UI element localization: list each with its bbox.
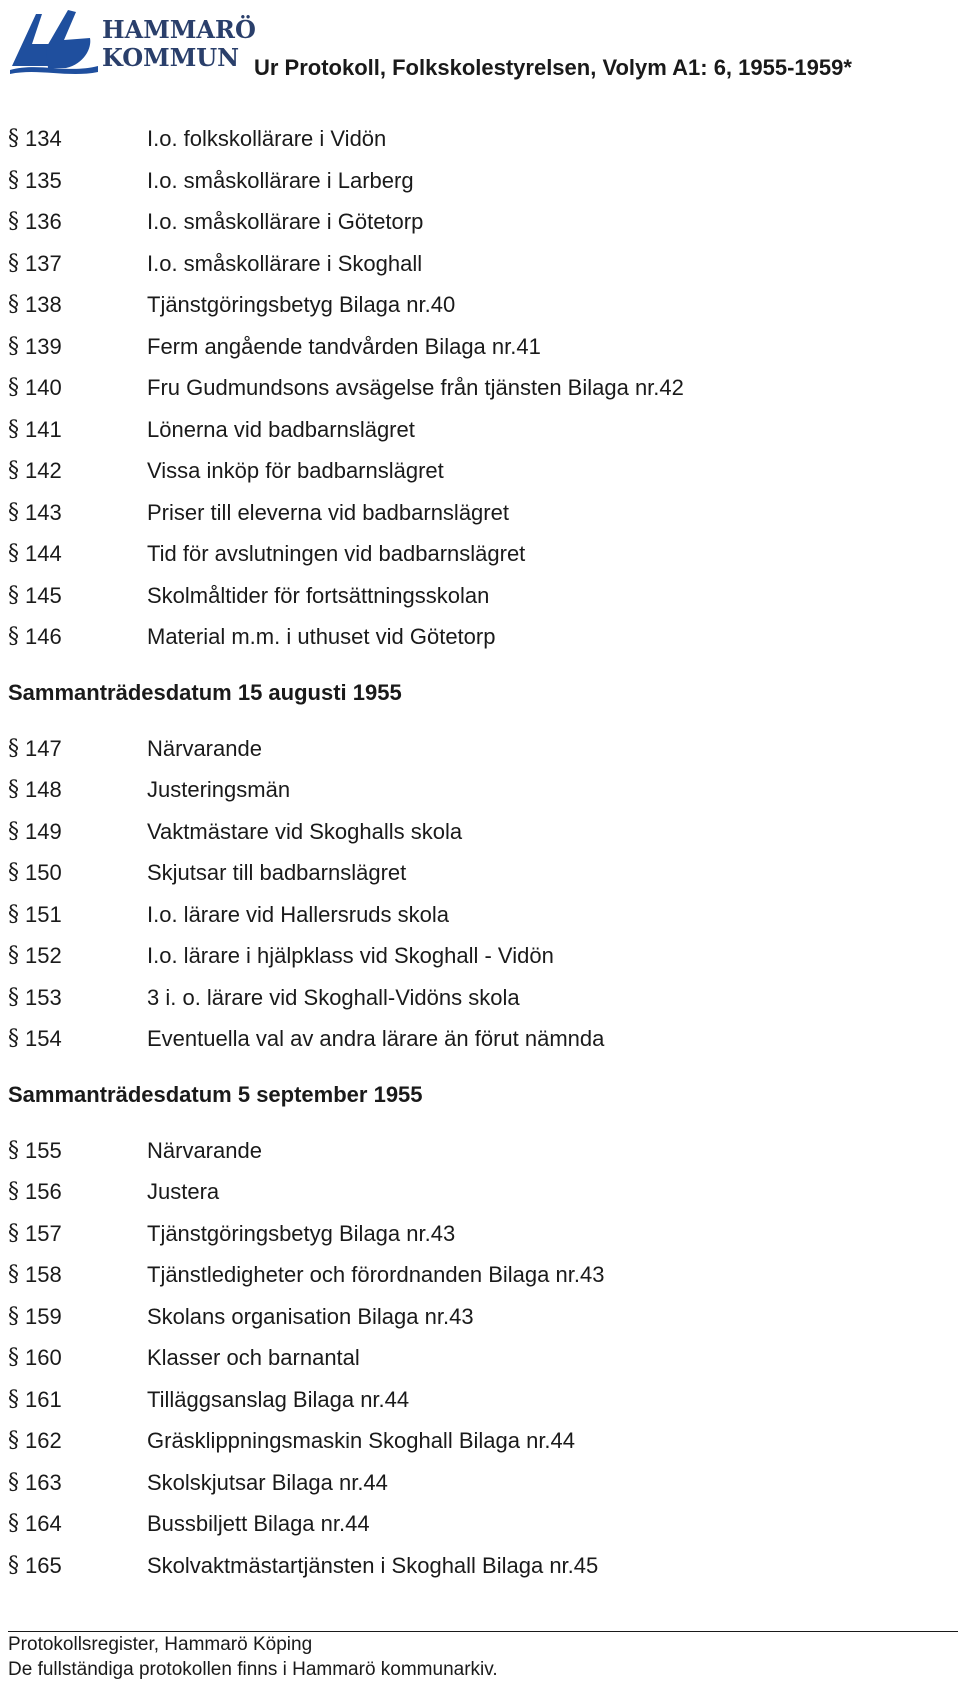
protocol-register — [8, 118, 948, 1586]
paragraph-number: 146 — [25, 624, 62, 649]
paragraph-entry — [8, 243, 948, 285]
paragraph-entry — [8, 492, 948, 534]
paragraph-number: 152 — [25, 943, 62, 968]
paragraph-entry — [8, 575, 948, 617]
paragraph-entry — [8, 118, 948, 160]
paragraph-number: 136 — [25, 209, 62, 234]
paragraph-number: 144 — [25, 541, 62, 566]
paragraph-entry — [8, 1213, 948, 1255]
paragraph-number: 134 — [25, 126, 62, 151]
paragraph-entry — [8, 1337, 948, 1379]
paragraph-number: 143 — [25, 499, 62, 525]
paragraph-entry — [8, 1130, 948, 1172]
section-sign-icon: § — [8, 582, 19, 608]
paragraph-number: 153 — [25, 984, 62, 1010]
paragraph-number: 135 — [25, 167, 62, 193]
section-sign-icon: § — [8, 209, 19, 234]
paragraph-number: 151 — [25, 901, 62, 927]
paragraph-title: Justeringsmän — [147, 777, 291, 802]
section-sign-icon: § — [8, 1179, 19, 1204]
paragraph-number: 161 — [25, 1386, 62, 1412]
section-sign-icon: § — [8, 984, 19, 1010]
paragraph-title: Tjänstledigheter och förordnanden Bilaga nr.43 — [147, 1262, 605, 1287]
paragraph-number: 138 — [25, 292, 62, 317]
paragraph-number: 142 — [25, 458, 62, 483]
page-footer — [8, 1631, 958, 1682]
section-sign-icon: § — [8, 458, 19, 483]
paragraph-entry — [8, 894, 948, 936]
paragraph-title: Tjänstgöringsbetyg Bilaga nr.40 — [147, 292, 456, 317]
paragraph-list-group-2 — [8, 728, 948, 1060]
paragraph-title: I.o. småskollärare i Skoghall — [147, 250, 423, 276]
paragraph-title: Eventuella val av andra lärare än förut nämnda — [147, 1026, 605, 1051]
paragraph-title: I.o. småskollärare i Götetorp — [147, 209, 424, 234]
paragraph-entry — [8, 1462, 948, 1504]
paragraph-title: I.o. lärare i hjälpklass vid Skoghall - Vidön — [147, 943, 554, 968]
paragraph-number: 140 — [25, 375, 62, 400]
section-sign-icon: § — [8, 860, 19, 885]
paragraph-entry — [8, 201, 948, 243]
paragraph-number: 137 — [25, 250, 62, 276]
paragraph-title: Material m.m. i uthuset vid Götetorp — [147, 624, 496, 649]
paragraph-number: 150 — [25, 860, 62, 885]
paragraph-entry — [8, 1545, 948, 1587]
paragraph-title: Justera — [147, 1179, 220, 1204]
page-title: Ur Protokoll, Folkskolestyrelsen, Volym A1: 6, 1955-1959* — [254, 55, 852, 80]
paragraph-title: I.o. lärare vid Hallersruds skola — [147, 901, 450, 927]
paragraph-number: 165 — [25, 1552, 62, 1578]
section-sign-icon: § — [8, 499, 19, 525]
paragraph-title: Bussbiljett Bilaga nr.44 — [147, 1511, 370, 1536]
paragraph-title: Fru Gudmundsons avsägelse från tjänsten Bilaga nr.42 — [147, 375, 684, 400]
paragraph-title: Klasser och barnantal — [147, 1345, 360, 1370]
section-sign-icon: § — [8, 1026, 19, 1051]
paragraph-entry — [8, 1254, 948, 1296]
paragraph-entry — [8, 409, 948, 451]
section-sign-icon: § — [8, 1345, 19, 1370]
paragraph-number: 158 — [25, 1262, 62, 1287]
meeting-date-heading-1: Sammanträdesdatum 15 augusti 1955 — [8, 679, 402, 705]
meeting-date-heading-2: Sammanträdesdatum 5 september 1955 — [8, 1081, 423, 1107]
paragraph-number: 160 — [25, 1345, 62, 1370]
section-sign-icon: § — [8, 250, 19, 276]
paragraph-number: 145 — [25, 582, 62, 608]
section-sign-icon: § — [8, 375, 19, 400]
paragraph-number: 139 — [25, 333, 62, 359]
paragraph-entry — [8, 977, 948, 1019]
section-sign-icon: § — [8, 777, 19, 802]
paragraph-list-group-1 — [8, 118, 948, 658]
section-sign-icon: § — [8, 1552, 19, 1578]
logo-text-line2: KOMMUN — [102, 43, 240, 72]
paragraph-number: 164 — [25, 1511, 62, 1536]
paragraph-entry — [8, 533, 948, 575]
section-sign-icon: § — [8, 292, 19, 317]
paragraph-title: Skolans organisation Bilaga nr.43 — [147, 1303, 474, 1329]
paragraph-title: Närvarande — [147, 735, 262, 761]
paragraph-title: Vissa inköp för badbarnslägret — [147, 458, 444, 483]
paragraph-title: I.o. folkskollärare i Vidön — [147, 126, 387, 151]
paragraph-entry — [8, 1379, 948, 1421]
paragraph-title: I.o. småskollärare i Larberg — [147, 167, 414, 193]
paragraph-title: Tilläggsanslag Bilaga nr.44 — [147, 1386, 410, 1412]
section-sign-icon: § — [8, 624, 19, 649]
section-sign-icon: § — [8, 167, 19, 193]
section-sign-icon: § — [8, 333, 19, 359]
paragraph-entry — [8, 160, 948, 202]
paragraph-title: Skolmåltider för fortsättningsskolan — [147, 582, 490, 608]
paragraph-title: Ferm angående tandvården Bilaga nr.41 — [147, 333, 541, 359]
paragraph-title: Tid för avslutningen vid badbarnslägret — [147, 541, 526, 566]
footer-line-2: De fullständiga protokollen finns i Hammarö kommunarkiv. — [8, 1659, 498, 1680]
paragraph-title: Närvarande — [147, 1137, 262, 1163]
paragraph-title: Tjänstgöringsbetyg Bilaga nr.43 — [147, 1220, 456, 1246]
paragraph-title: Skolskjutsar Bilaga nr.44 — [147, 1469, 388, 1495]
paragraph-entry — [8, 1503, 948, 1545]
paragraph-entry — [8, 728, 948, 770]
paragraph-entry — [8, 1171, 948, 1213]
paragraph-entry — [8, 769, 948, 811]
paragraph-title: Lönerna vid badbarnslägret — [147, 416, 415, 442]
paragraph-entry — [8, 1296, 948, 1338]
paragraph-entry — [8, 852, 948, 894]
paragraph-number: 157 — [25, 1220, 62, 1246]
section-sign-icon: § — [8, 541, 19, 566]
paragraph-title: Skjutsar till badbarnslägret — [147, 860, 407, 885]
paragraph-number: 147 — [25, 735, 62, 761]
section-sign-icon: § — [8, 943, 19, 968]
paragraph-number: 159 — [25, 1303, 62, 1329]
paragraph-title: 3 i. o. lärare vid Skoghall-Vidöns skola — [147, 984, 520, 1010]
paragraph-entry — [8, 935, 948, 977]
section-sign-icon: § — [8, 1386, 19, 1412]
section-sign-icon: § — [8, 1469, 19, 1495]
paragraph-list-group-3 — [8, 1130, 948, 1587]
section-sign-icon: § — [8, 1262, 19, 1287]
section-sign-icon: § — [8, 901, 19, 927]
logo-text-line1: HAMMARÖ — [102, 15, 256, 44]
footer-line-1: Protokollsregister, Hammarö Köping — [8, 1634, 313, 1655]
paragraph-title: Skolvaktmästartjänsten i Skoghall Bilaga nr.45 — [147, 1552, 599, 1578]
paragraph-title: Priser till eleverna vid badbarnslägret — [147, 499, 509, 525]
paragraph-entry — [8, 326, 948, 368]
section-sign-icon: § — [8, 1428, 19, 1453]
paragraph-number: 156 — [25, 1179, 62, 1204]
paragraph-number: 155 — [25, 1137, 62, 1163]
section-sign-icon: § — [8, 1137, 19, 1163]
page-header — [0, 0, 960, 90]
paragraph-entry — [8, 367, 948, 409]
paragraph-number: 162 — [25, 1428, 62, 1453]
section-sign-icon: § — [8, 416, 19, 442]
paragraph-entry — [8, 1018, 948, 1060]
section-sign-icon: § — [8, 1511, 19, 1536]
section-sign-icon: § — [8, 735, 19, 761]
paragraph-number: 148 — [25, 777, 62, 802]
hammaro-kommun-logo — [8, 4, 258, 76]
paragraph-entry — [8, 450, 948, 492]
paragraph-number: 154 — [25, 1026, 62, 1051]
paragraph-number: 149 — [25, 818, 62, 844]
paragraph-entry — [8, 284, 948, 326]
paragraph-title: Gräsklippningsmaskin Skoghall Bilaga nr.44 — [147, 1428, 576, 1453]
section-sign-icon: § — [8, 1303, 19, 1329]
section-sign-icon: § — [8, 126, 19, 151]
paragraph-number: 163 — [25, 1469, 62, 1495]
section-sign-icon: § — [8, 818, 19, 844]
paragraph-entry — [8, 616, 948, 658]
paragraph-entry — [8, 1420, 948, 1462]
section-sign-icon: § — [8, 1220, 19, 1246]
paragraph-title: Vaktmästare vid Skoghalls skola — [147, 818, 463, 844]
paragraph-entry — [8, 811, 948, 853]
paragraph-number: 141 — [25, 416, 62, 442]
